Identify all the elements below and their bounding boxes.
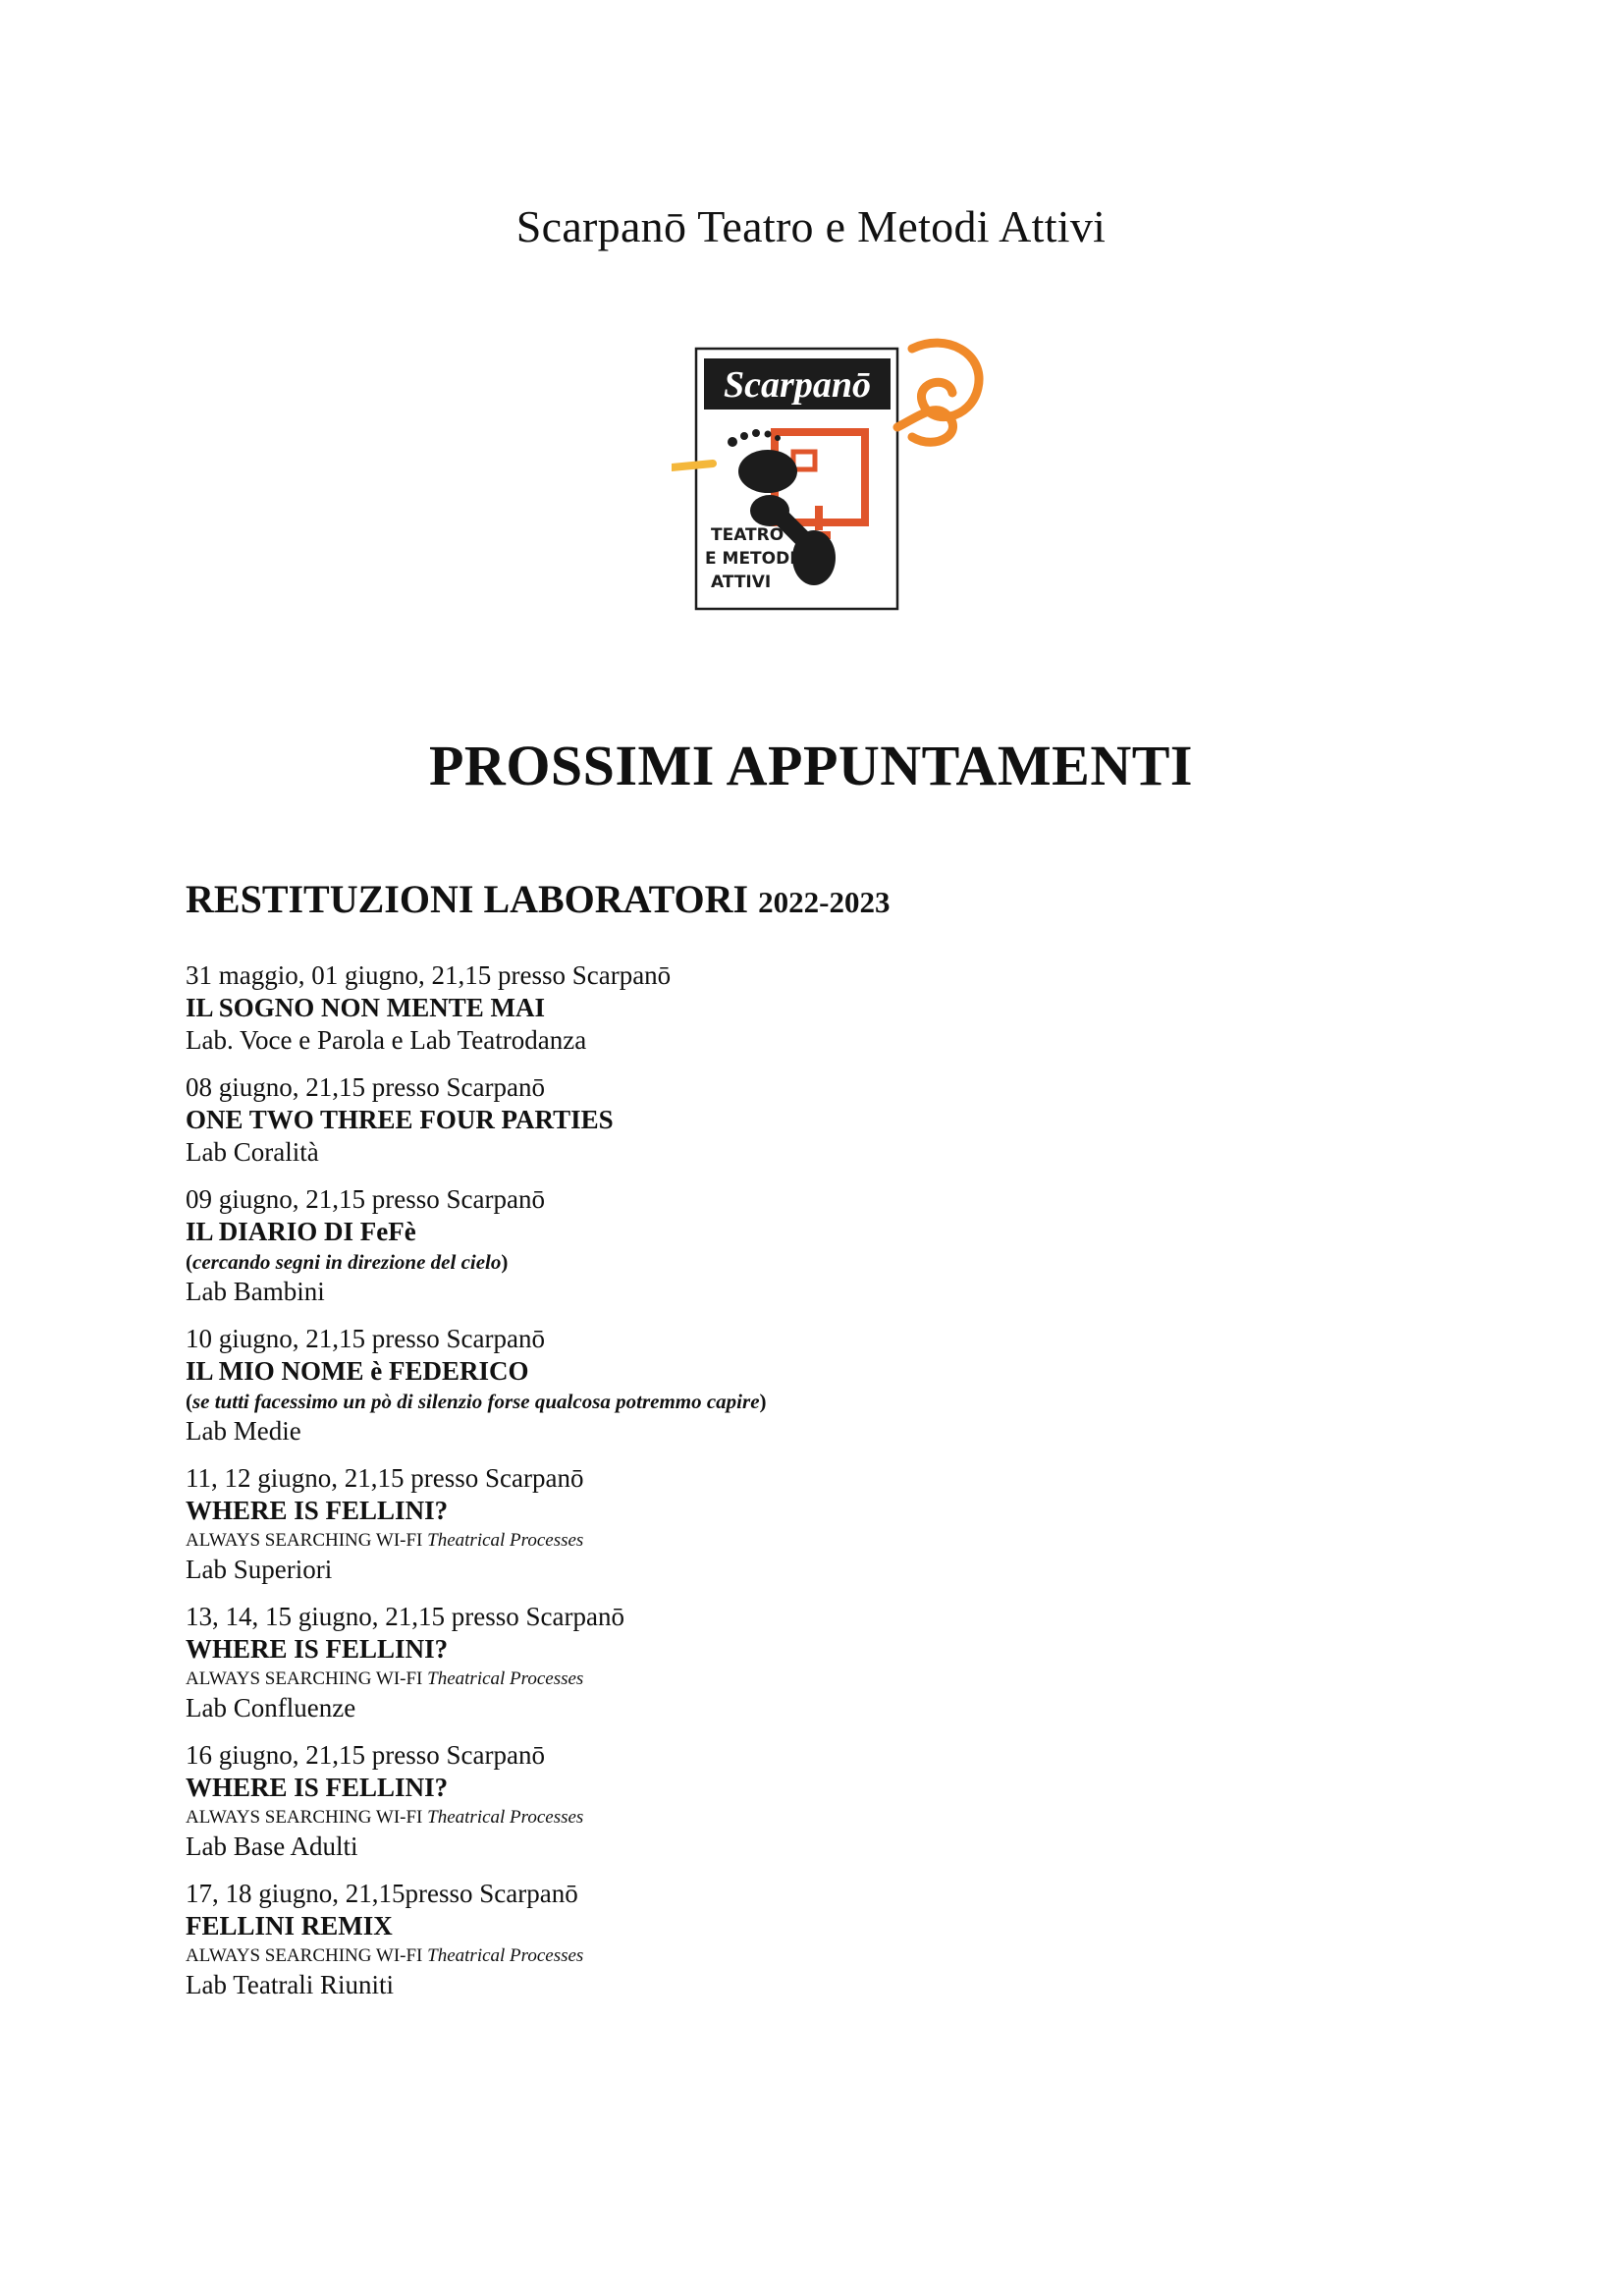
event-title: WHERE IS FELLINI? xyxy=(186,1496,449,1525)
event-lab: Lab Base Adulti xyxy=(186,1831,358,1861)
event-tagline-italic: Theatrical Processes xyxy=(427,1945,584,1966)
event-lab: Lab Superiori xyxy=(186,1555,333,1584)
event-tagline-text: ALWAYS SEARCHING WI-FI xyxy=(186,1668,423,1689)
page-heading: PROSSIMI APPUNTAMENTI xyxy=(429,734,1193,797)
event-tagline xyxy=(186,1942,1462,1969)
event-date: 08 giugno, 21,15 presso Scarpanō xyxy=(186,1072,545,1102)
event-subtitle-text: cercando segni in direzione del cielo xyxy=(192,1250,502,1274)
event-title: IL DIARIO DI FeFè xyxy=(186,1217,416,1246)
event-item xyxy=(186,1462,1462,1586)
event-item xyxy=(186,1183,1462,1308)
event-title: IL MIO NOME è FEDERICO xyxy=(186,1356,529,1386)
section-title: RESTITUZIONI LABORATORI xyxy=(186,877,749,921)
event-tagline-text: ALWAYS SEARCHING WI-FI xyxy=(186,1530,423,1551)
event-item xyxy=(186,1601,1462,1724)
event-subtitle-text: se tutti facessimo un pò di silenzio forse qualcosa potremmo capire xyxy=(192,1390,760,1413)
event-tagline-italic: Theatrical Processes xyxy=(427,1530,584,1551)
event-date: 10 giugno, 21,15 presso Scarpanō xyxy=(186,1324,545,1353)
event-subtitle: (se tutti facessimo un pò di silenzio forse qualcosa potremmo capire) xyxy=(186,1390,767,1413)
event-title: FELLINI REMIX xyxy=(186,1911,393,1941)
scarpano-logo xyxy=(672,334,1000,619)
event-subtitle: (cercando segni in direzione del cielo) xyxy=(186,1250,509,1274)
event-date: 11, 12 giugno, 21,15 presso Scarpanō xyxy=(186,1463,584,1493)
event-tagline xyxy=(186,1804,1462,1831)
organization-title: Scarpanō Teatro e Metodi Attivi xyxy=(515,201,1107,251)
logo-line: ATTIVI xyxy=(711,573,772,592)
event-lab: Lab Teatrali Riuniti xyxy=(186,1970,395,1999)
event-item xyxy=(186,1323,1462,1448)
event-title: WHERE IS FELLINI? xyxy=(186,1773,449,1802)
logo-line: TEATRO xyxy=(711,525,784,545)
event-date: 17, 18 giugno, 21,15presso Scarpanō xyxy=(186,1879,578,1908)
event-tagline-text: ALWAYS SEARCHING WI-FI xyxy=(186,1945,423,1966)
event-lab: Lab Medie xyxy=(186,1416,301,1446)
event-date: 13, 14, 15 giugno, 21,15 presso Scarpanō xyxy=(186,1602,624,1631)
event-lab: Lab Confluenze xyxy=(186,1693,356,1722)
event-date: 09 giugno, 21,15 presso Scarpanō xyxy=(186,1184,545,1214)
event-title: WHERE IS FELLINI? xyxy=(186,1634,449,1664)
logo-line: E METODI xyxy=(705,549,796,569)
event-item xyxy=(186,1071,1462,1169)
event-tagline xyxy=(186,1527,1462,1554)
event-tagline-italic: Theatrical Processes xyxy=(427,1668,584,1689)
event-tagline-text: ALWAYS SEARCHING WI-FI xyxy=(186,1807,423,1828)
event-item xyxy=(186,1878,1462,2001)
event-tagline-italic: Theatrical Processes xyxy=(427,1807,584,1828)
event-date: 16 giugno, 21,15 presso Scarpanō xyxy=(186,1740,545,1770)
section-heading xyxy=(186,874,890,928)
event-lab: Lab. Voce e Parola e Lab Teatrodanza xyxy=(186,1025,587,1055)
event-title: IL SOGNO NON MENTE MAI xyxy=(186,993,546,1022)
event-lab: Lab Bambini xyxy=(186,1277,325,1306)
section-years: 2022-2023 xyxy=(758,885,891,919)
event-date: 31 maggio, 01 giugno, 21,15 presso Scarpanō xyxy=(186,960,672,990)
event-tagline xyxy=(186,1666,1462,1692)
event-title: ONE TWO THREE FOUR PARTIES xyxy=(186,1105,614,1134)
event-list xyxy=(186,959,1462,2016)
event-item xyxy=(186,1739,1462,1863)
event-item xyxy=(186,959,1462,1057)
event-lab: Lab Coralità xyxy=(186,1137,319,1167)
logo-name: Scarpanō xyxy=(724,364,871,406)
